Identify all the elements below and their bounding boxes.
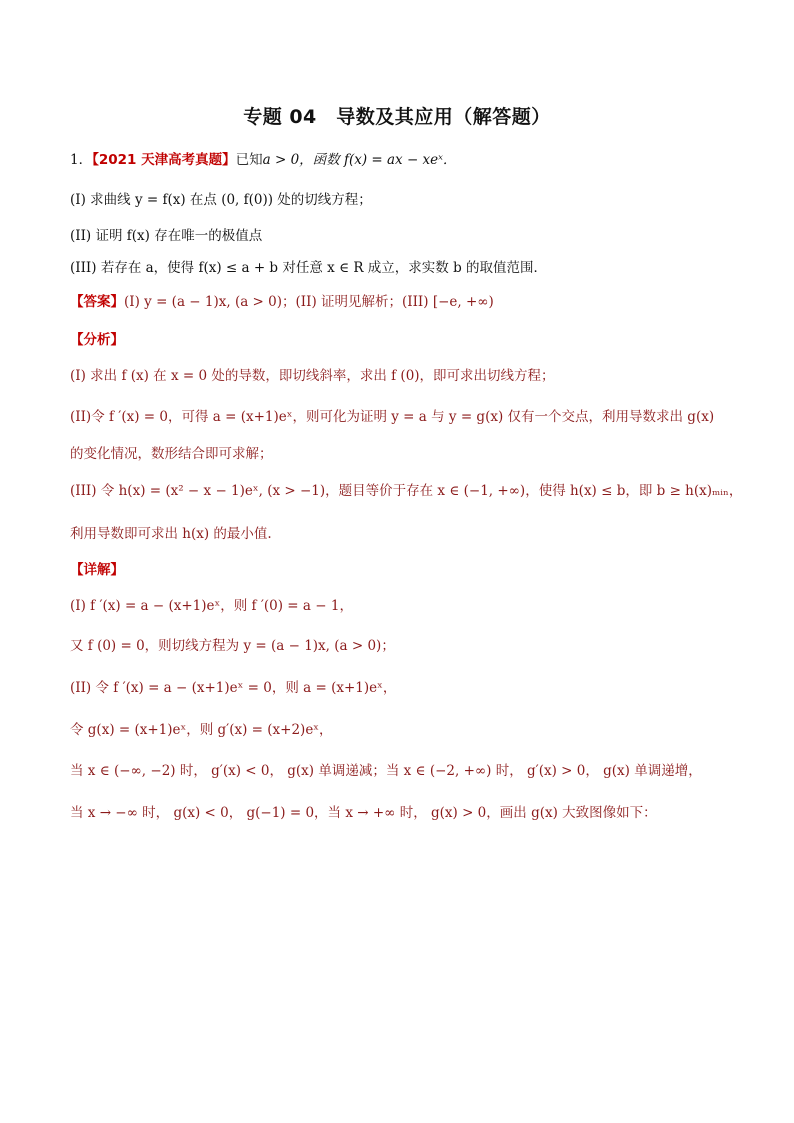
question-stem (70, 150, 730, 170)
page-title: 专题 04 导数及其应用（解答题） (243, 106, 551, 128)
detail-line: (II) 令 f ′(x) = a − (x+1)eˣ = 0，则 a = (x+1)eˣ， (70, 680, 397, 696)
analysis-label (70, 330, 730, 350)
answer-label: 【答案】 (70, 294, 124, 310)
detail-label (70, 560, 730, 580)
answer-line (70, 292, 730, 312)
detail-label-text: 【详解】 (70, 562, 124, 578)
question-stem-text: 已知 (235, 152, 263, 168)
question-stem-math: a > 0，函数 f(x) = ax − xeˣ． (262, 152, 457, 168)
question-part-1: (I) 求曲线 y = f(x) 在点 (0, f(0)) 处的切线方程； (70, 192, 372, 208)
analysis-label-text: 【分析】 (70, 332, 124, 348)
analysis-line: 的变化情况，数形结合即可求解； (70, 446, 273, 462)
answer-text: (I) y = (a − 1)x, (a > 0)；(II) 证明见解析；(III) [−e, +∞) (124, 294, 494, 310)
analysis-line: (I) 求出 f (x) 在 x = 0 处的导数，即切线斜率，求出 f (0)，即可求出切线方程； (70, 368, 555, 384)
analysis-line: 利用导数即可求出 h(x) 的最小值. (70, 526, 272, 542)
question-number: 1． (70, 152, 93, 168)
analysis-line: (II)令 f ′(x) = 0，可得 a = (x+1)eˣ，则可化为证明 y = a 与 y = g(x) 仅有一个交点，利用导数求出 g(x) (70, 409, 715, 425)
detail-line: 又 f (0) = 0，则切线方程为 y = (a − 1)x, (a > 0)； (70, 638, 395, 654)
question-part-2: (II) 证明 f(x) 存在唯一的极值点 (70, 228, 263, 244)
question-part-3: (III) 若存在 a，使得 f(x) ≤ a + b 对任意 x ∈ R 成立，求实数 b 的取值范围． (70, 260, 548, 276)
question-source: 【2021 天津高考真题】 (92, 152, 236, 168)
detail-line: 当 x → −∞ 时， g(x) < 0， g(−1) = 0，当 x → +∞ 时， g(x) > 0，画出 g(x) 大致图像如下： (70, 805, 657, 821)
detail-line: 当 x ∈ (−∞, −2) 时， g′(x) < 0， g(x) 单调递减；当 x ∈ (−2, +∞) 时， g′(x) > 0， g(x) 单调递增， (70, 763, 702, 779)
detail-line: (I) f ′(x) = a − (x+1)eˣ，则 f ′(0) = a − 1， (70, 598, 353, 614)
detail-line: 令 g(x) = (x+1)eˣ，则 g′(x) = (x+2)eˣ， (70, 722, 333, 738)
analysis-line: (III) 令 h(x) = (x² − x − 1)eˣ, (x > −1)，题目等价于存在 x ∈ (−1, +∞)，使得 h(x) ≤ b，即 b ≥ h(x)ₘᵢₙ， (70, 483, 743, 499)
